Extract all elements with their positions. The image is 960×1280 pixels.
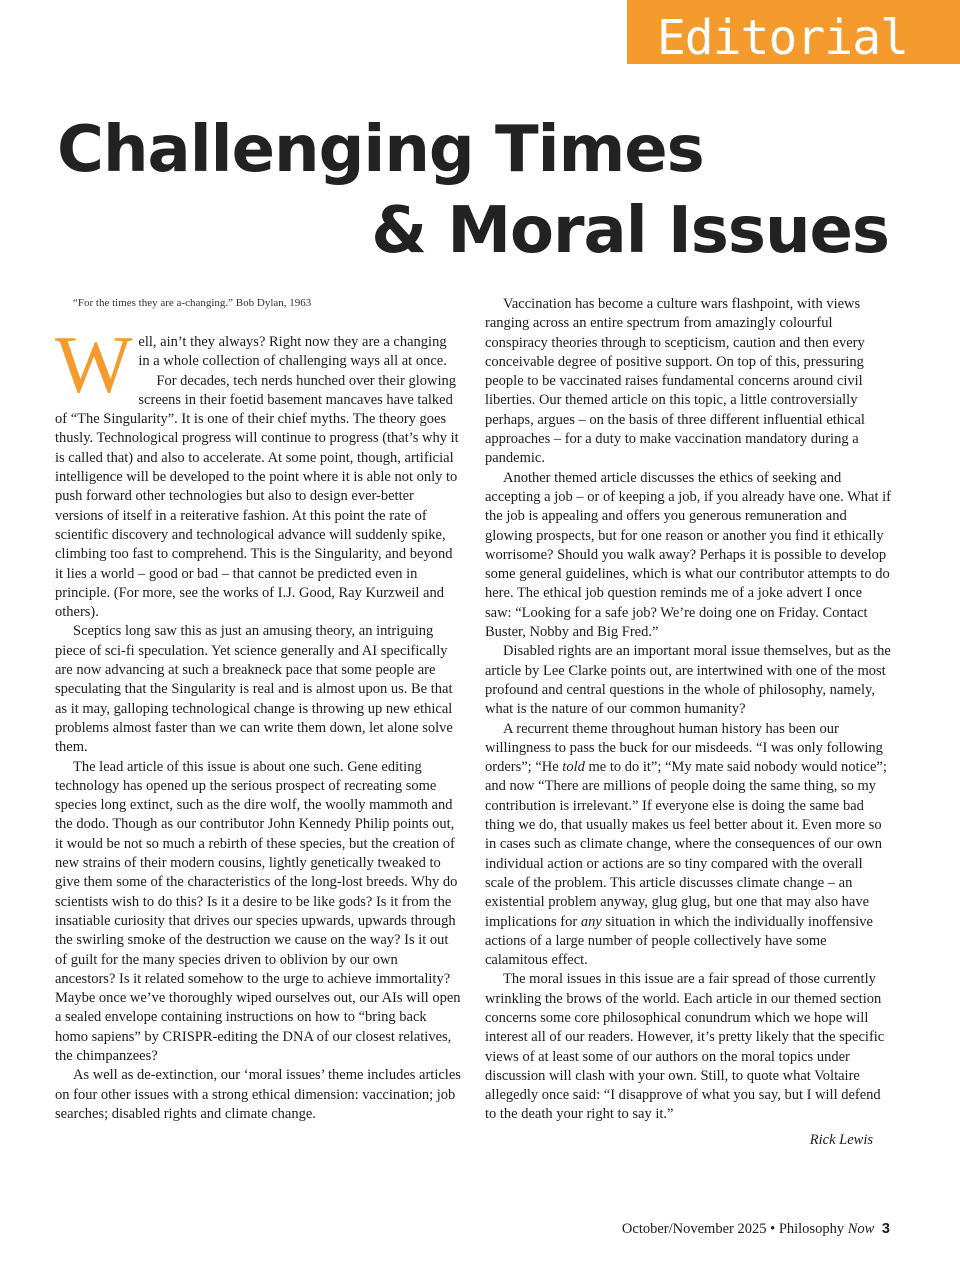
title-line-2: & Moral Issues xyxy=(371,194,889,268)
emphasis: any xyxy=(580,913,602,930)
page-number: 3 xyxy=(881,1221,890,1237)
right-column xyxy=(485,295,891,1150)
paragraph: Disabled rights are an important moral issue themselves, but as the article by Lee Clarke points out, are intertwined with one of the most profound and central questions in the whole of philosophy, namely, what is the nature of our common humanity? xyxy=(485,643,891,718)
paragraph: Another themed article discusses the ethics of seeking and accepting a job – or of keeping a job, if you already have one. What if the job is appealing and offers you generous remuneration and glowing prospects, but for one reason or another you find it ethically worrisome? Should you walk away? Perhaps it is possible to develop some general guidelines, which is what our contributor attempts to do here. The ethical job question reminds me of a joke advert I once saw: “Looking for a safe job? We’re doing one on Friday. Contact Buster, Nobby and Big Fred.” xyxy=(485,469,891,641)
opening-paragraph xyxy=(55,319,461,410)
author-signature: Rick Lewis xyxy=(809,1131,873,1148)
title-line-1: Challenging Times xyxy=(57,113,704,187)
drop-cap: W xyxy=(55,319,133,410)
paragraph: As well as de-extinction, our ‘moral issues’ theme includes articles on four other issues with a strong ethical dimension: vaccination; job searches; disabled rights and climate change. xyxy=(55,1067,461,1122)
paragraph: The moral issues in this issue are a fair spread of those currently wrinkling the brows of the world. Each article in our themed section concerns some core philosophical conundrum which we hope will interest all of our readers. However, it’s pretty likely that the specific views of at least some of our authors on the moral topics under discussion will clash with your own. Still, to quote what Voltaire allegedly once said: “I disapprove of what you say, but I will defend to the death your right to say it.” xyxy=(485,971,885,1123)
paragraph: Vaccination has become a culture wars flashpoint, with views ranging across an entire spectrum from amazingly colourful conspiracy theories through to scepticism, caution and then every conceivable degree of positive support. On top of this, pressuring people to be vaccinated raises fundamental concerns around civil liberties. Our themed article on this topic, a little controversially perhaps, argues – on the basis of three different influential ethical approaches – for a duty to make vaccination mandatory during a pandemic. xyxy=(485,296,865,467)
emphasis: told xyxy=(562,759,585,776)
paragraph: Sceptics long saw this as just an amusing theory, an intriguing piece of sci-fi speculation. Yet science generally and AI specifically are now advancing at such a breakneck pace that some people are speculating that the Singularity is real and is almost upon us. Be that as it may, galloping technological change is throwing up new ethical problems almost faster than we can write them down, let alone solve them. xyxy=(55,623,453,756)
opening-text: ell, ain’t they always? Right now they are a changing in a whole collection of challenging ways all at once. xyxy=(138,334,447,370)
magazine-name-italic: Now xyxy=(847,1221,875,1237)
text-run: situation in which the individually inoffensive actions of a large number of people collectively have some calamitous effect. xyxy=(485,913,873,969)
paragraph: The lead article of this issue is about one such. Gene editing technology has opened up the serious prospect of recreating some species long extinct, such as the dire wolf, the woolly mammoth and the dodo. Though as our contributor John Kennedy Philip points out, it would be not so much a rebirth of these species, but the creation of new strains of their modern cousins, lightly genetically tweaked to give them some of the characteristics of the long-lost breeds. Why do scientists wish to do this? Is it a desire to be like gods? Is it from the insatiable curiosity that drives our species upwards, upwards through the swirling smoke of the destruction we cause on the way? Is it out of guilt for the many species driven to oblivion by our own ancestors? Is it related somehow to the urge to achieve immortality? Maybe once we’ve thoroughly wiped ourselves out, our AIs will open a sealed envelope containing instructions on how to “bring back homo sapiens” by CRISPR-editing the DNA of our closest relatives, the chimpanzees? xyxy=(55,758,461,1064)
text-run: me to do it”; “My mate said nobody would notice”; and now “There are millions of people doing the same thing, so my contribution is irrelevant.” If everyone else is doing the same bad thing we do, that usually makes us feel better about it. Even more so in cases such as climate change, where the consequences of our own individual action or actions are so tiny compared with the overall scale of the problem. This article discusses climate change – an existential problem anyway, glug glug, but one that may also have implications for xyxy=(485,759,887,930)
issue-date: October/November 2025 xyxy=(621,1221,767,1237)
magazine-name: Philosophy xyxy=(778,1221,845,1237)
paragraph: For decades, tech nerds hunched over their glowing screens in their foetid basement mancaves have talked of “The Singularity”. It is one of their chief myths. The theory goes thusly. Technological progress will continue to progress (that’s why it is called that) and also to accelerate. At some point, though, artificial intelligence will be developed to the point where it is able not only to push forward other technologies but also to design ever-better versions of itself in a reiterative fashion. At this point the rate of scientific discovery and technological advance will suddenly spike, climbing too fast to comprehend. This is the Singularity, and beyond it lies a world – good or bad – that cannot be predicted even in principle. (For more, see the works of I.J. Good, Ray Kurzweil and others). xyxy=(55,372,459,621)
epigraph: “For the times they are a-changing.” Bob Dylan, 1963 xyxy=(73,297,312,309)
bullet-separator: • xyxy=(770,1221,776,1237)
text-run: A recurrent theme throughout human history has been our willingness to pass the buck for our misdeeds. “I was only following orders”; “He xyxy=(485,720,883,776)
section-tab: Editorial xyxy=(627,0,960,64)
paragraph xyxy=(485,720,891,971)
left-column xyxy=(55,295,461,1124)
page-footer xyxy=(622,1221,890,1238)
page-title xyxy=(57,110,897,272)
